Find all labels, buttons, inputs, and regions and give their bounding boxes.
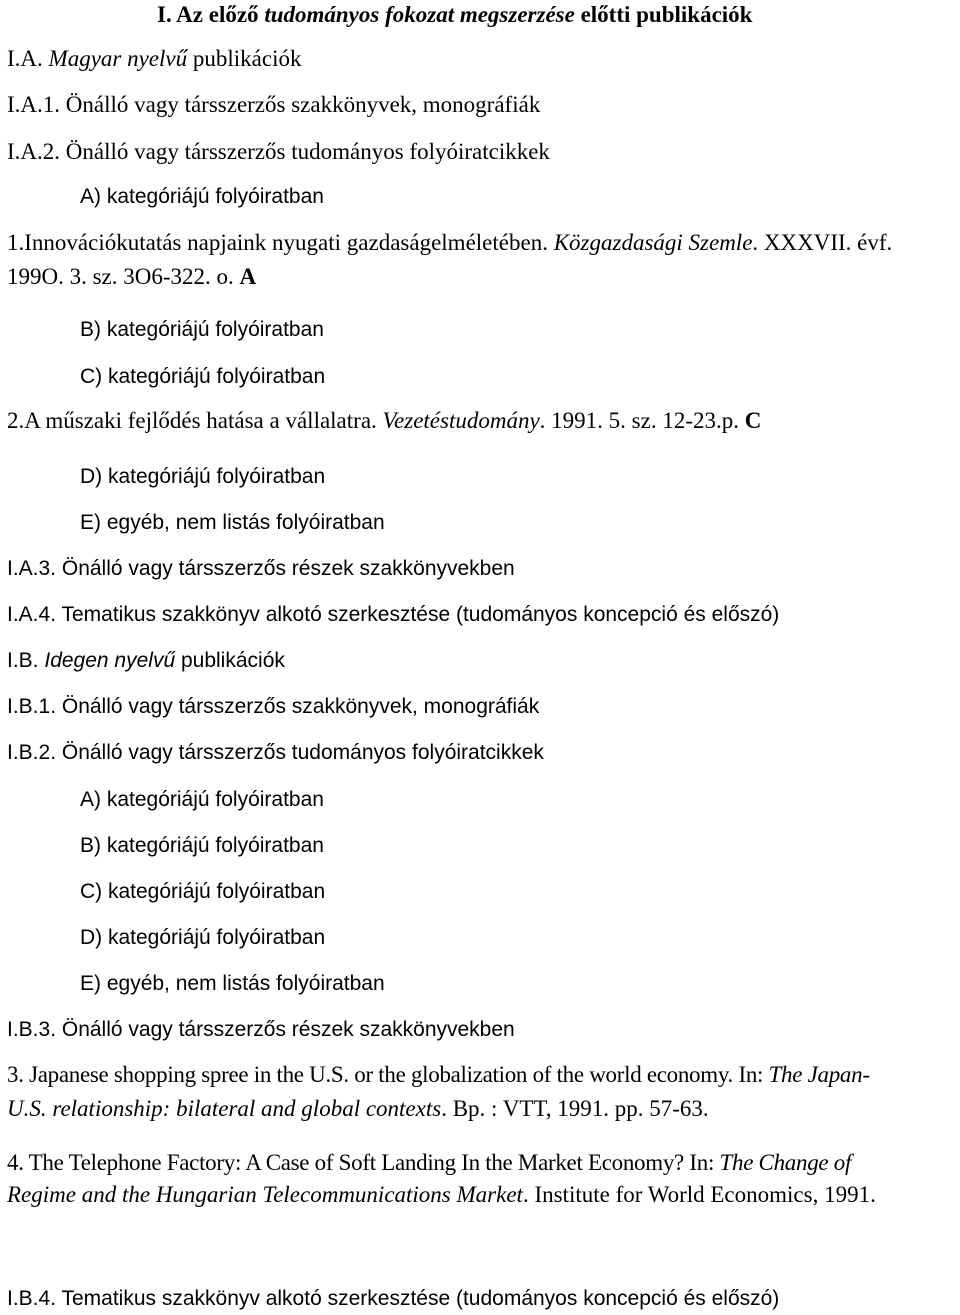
ib-category-c-label: C) kategóriájú folyóiratban — [80, 880, 326, 903]
category-d-label: D) kategóriájú folyóiratban — [80, 465, 326, 488]
publication-1-line-2: 199O. 3. sz. 3O6-322. o. A — [7, 264, 257, 289]
section-ib-heading: I.B. Idegen nyelvű publikációk — [7, 649, 285, 672]
category-a-label: A) kategóriájú folyóiratban — [80, 185, 324, 208]
publication-4-line-2: Regime and the Hungarian Telecommunications Market. Institute for World Economics, 1991. — [7, 1182, 876, 1207]
publication-1-line-1: 1.Innovációkutatás napjaink nyugati gazdaságelméletében. Közgazdasági Szemle. XXXVII. évf. — [7, 230, 893, 255]
subsection-ia2: I.A.2. Önálló vagy társszerzős tudományos folyóiratcikkek — [7, 139, 550, 164]
category-b-label: B) kategóriájú folyóiratban — [80, 318, 324, 341]
subsection-ia3: I.A.3. Önálló vagy társszerzős részek szakkönyvekben — [7, 557, 515, 580]
subsection-ib2: I.B.2. Önálló vagy társszerzős tudományos folyóiratcikkek — [7, 741, 544, 764]
subsection-ia4: I.A.4. Tematikus szakkönyv alkotó szerkesztése (tudományos koncepció és előszó) — [7, 603, 780, 626]
ib-category-d-label: D) kategóriájú folyóiratban — [80, 926, 326, 949]
subsection-ib4: I.B.4. Tematikus szakkönyv alkotó szerkesztése (tudományos koncepció és előszó) — [7, 1287, 780, 1310]
publication-2: 2.A műszaki fejlődés hatása a vállalatra. Vezetéstudomány. 1991. 5. sz. 12-23.p. C — [7, 408, 762, 433]
ib-category-b-label: B) kategóriájú folyóiratban — [80, 834, 324, 857]
publication-3-line-1: 3. Japanese shopping spree in the U.S. or the globalization of the world economy. In: The Japan- — [7, 1062, 870, 1087]
subsection-ia1: I.A.1. Önálló vagy társszerzős szakkönyvek, monográfiák — [7, 92, 541, 117]
ib-category-a-label: A) kategóriájú folyóiratban — [80, 788, 324, 811]
publication-3-line-2: U.S. relationship: bilateral and global contexts. Bp. : VTT, 1991. pp. 57-63. — [7, 1096, 709, 1121]
subsection-ib3: I.B.3. Önálló vagy társszerzős részek szakkönyvekben — [7, 1018, 515, 1041]
page-heading: I. Az előző tudományos fokozat megszerzése előtti publikációk — [157, 2, 753, 27]
category-c-label: C) kategóriájú folyóiratban — [80, 365, 326, 388]
section-ia-heading: I.A. Magyar nyelvű publikációk — [7, 46, 302, 71]
category-e-label: E) egyéb, nem listás folyóiratban — [80, 511, 385, 534]
ib-category-e-label: E) egyéb, nem listás folyóiratban — [80, 972, 385, 995]
publication-4-line-1: 4. The Telephone Factory: A Case of Soft Landing In the Market Economy? In: The Change of — [7, 1150, 852, 1175]
subsection-ib1: I.B.1. Önálló vagy társszerzős szakkönyvek, monográfiák — [7, 695, 540, 718]
